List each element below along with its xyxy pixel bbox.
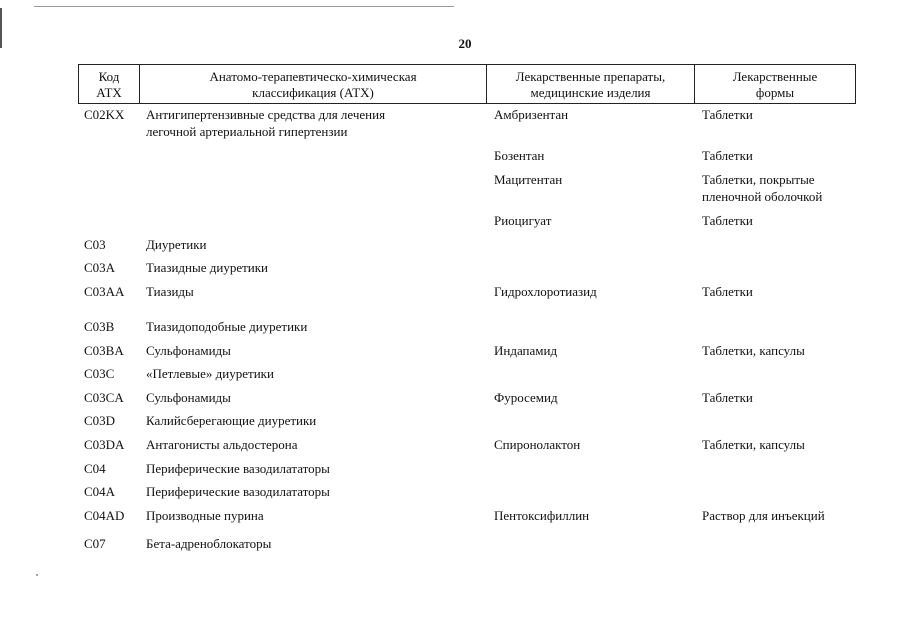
drug-name: Гидрохлоротиазид bbox=[494, 284, 597, 299]
atx-name: Антагонисты альдостерона bbox=[146, 437, 298, 452]
dosage-form: Таблетки bbox=[702, 390, 753, 405]
atx-code: C02KX bbox=[84, 107, 125, 122]
atx-code: C03 bbox=[84, 237, 106, 252]
drug-name: Риоцигуат bbox=[494, 213, 552, 228]
dosage-form: Раствор для инъекций bbox=[702, 508, 825, 523]
dosage-form: Таблетки bbox=[702, 284, 753, 299]
header-forms-label: Лекарственные формы bbox=[732, 68, 818, 100]
drug-name: Пентоксифиллин bbox=[494, 508, 590, 523]
atx-name: Тиазидоподобные диуретики bbox=[146, 319, 308, 334]
atx-name: Антигипертензивные средства для лечения легочной артериальной гипертензии bbox=[146, 107, 386, 139]
header-atx-label: Анатомо-терапевтическо-химическая классификация (АТХ) bbox=[209, 68, 417, 100]
scan-edge-line bbox=[34, 6, 454, 7]
header-drugs-label: Лекарственные препараты, медицинские изделия bbox=[515, 68, 666, 100]
atx-name: «Петлевые» диуретики bbox=[146, 366, 274, 381]
atx-name: Сульфонамиды bbox=[146, 390, 231, 405]
dosage-form: Таблетки bbox=[702, 213, 753, 228]
scan-speck bbox=[36, 574, 38, 576]
atx-name: Тиазидные диуретики bbox=[146, 260, 269, 275]
atx-name: Тиазиды bbox=[146, 284, 194, 299]
atx-code: C04AD bbox=[84, 508, 125, 523]
header-code-label: Код АТХ bbox=[96, 68, 122, 100]
table-header bbox=[78, 64, 856, 104]
drug-name: Амбризентан bbox=[494, 107, 569, 122]
atx-code: C03C bbox=[84, 366, 115, 381]
dosage-form: Таблетки, капсулы bbox=[702, 343, 805, 358]
atx-name: Периферические вазодилататоры bbox=[146, 484, 330, 499]
atx-name: Калийсберегающие диуретики bbox=[146, 413, 317, 428]
atx-code: C03CA bbox=[84, 390, 124, 405]
dosage-form: Таблетки, покрытые пленочной оболочкой bbox=[702, 172, 823, 204]
drug-name: Индапамид bbox=[494, 343, 558, 358]
dosage-form: Таблетки bbox=[702, 107, 753, 122]
drug-name: Спиронолактон bbox=[494, 437, 581, 452]
header-drugs-cell bbox=[487, 65, 695, 103]
drug-name: Бозентан bbox=[494, 148, 545, 163]
atx-code: C03DA bbox=[84, 437, 125, 452]
header-code-cell bbox=[79, 65, 140, 103]
header-atx-cell bbox=[140, 65, 487, 103]
header-forms-cell bbox=[695, 65, 855, 103]
page-number: 20 bbox=[458, 36, 472, 51]
atx-name: Диуретики bbox=[146, 237, 207, 252]
atx-name: Бета-адреноблокаторы bbox=[146, 536, 272, 551]
atx-code: C03AA bbox=[84, 284, 125, 299]
atx-code: C03D bbox=[84, 413, 116, 428]
dosage-form: Таблетки bbox=[702, 148, 753, 163]
drug-name: Фуросемид bbox=[494, 390, 558, 405]
atx-name: Производные пурина bbox=[146, 508, 264, 523]
atx-code: C03BA bbox=[84, 343, 124, 358]
atx-name: Сульфонамиды bbox=[146, 343, 231, 358]
dosage-form: Таблетки, капсулы bbox=[702, 437, 805, 452]
atx-code: C03B bbox=[84, 319, 115, 334]
atx-code: C04 bbox=[84, 461, 106, 476]
atx-code: C07 bbox=[84, 536, 106, 551]
atx-code: C04A bbox=[84, 484, 116, 499]
atx-name: Периферические вазодилататоры bbox=[146, 461, 330, 476]
atx-code: C03A bbox=[84, 260, 116, 275]
drug-name: Мацитентан bbox=[494, 172, 563, 187]
